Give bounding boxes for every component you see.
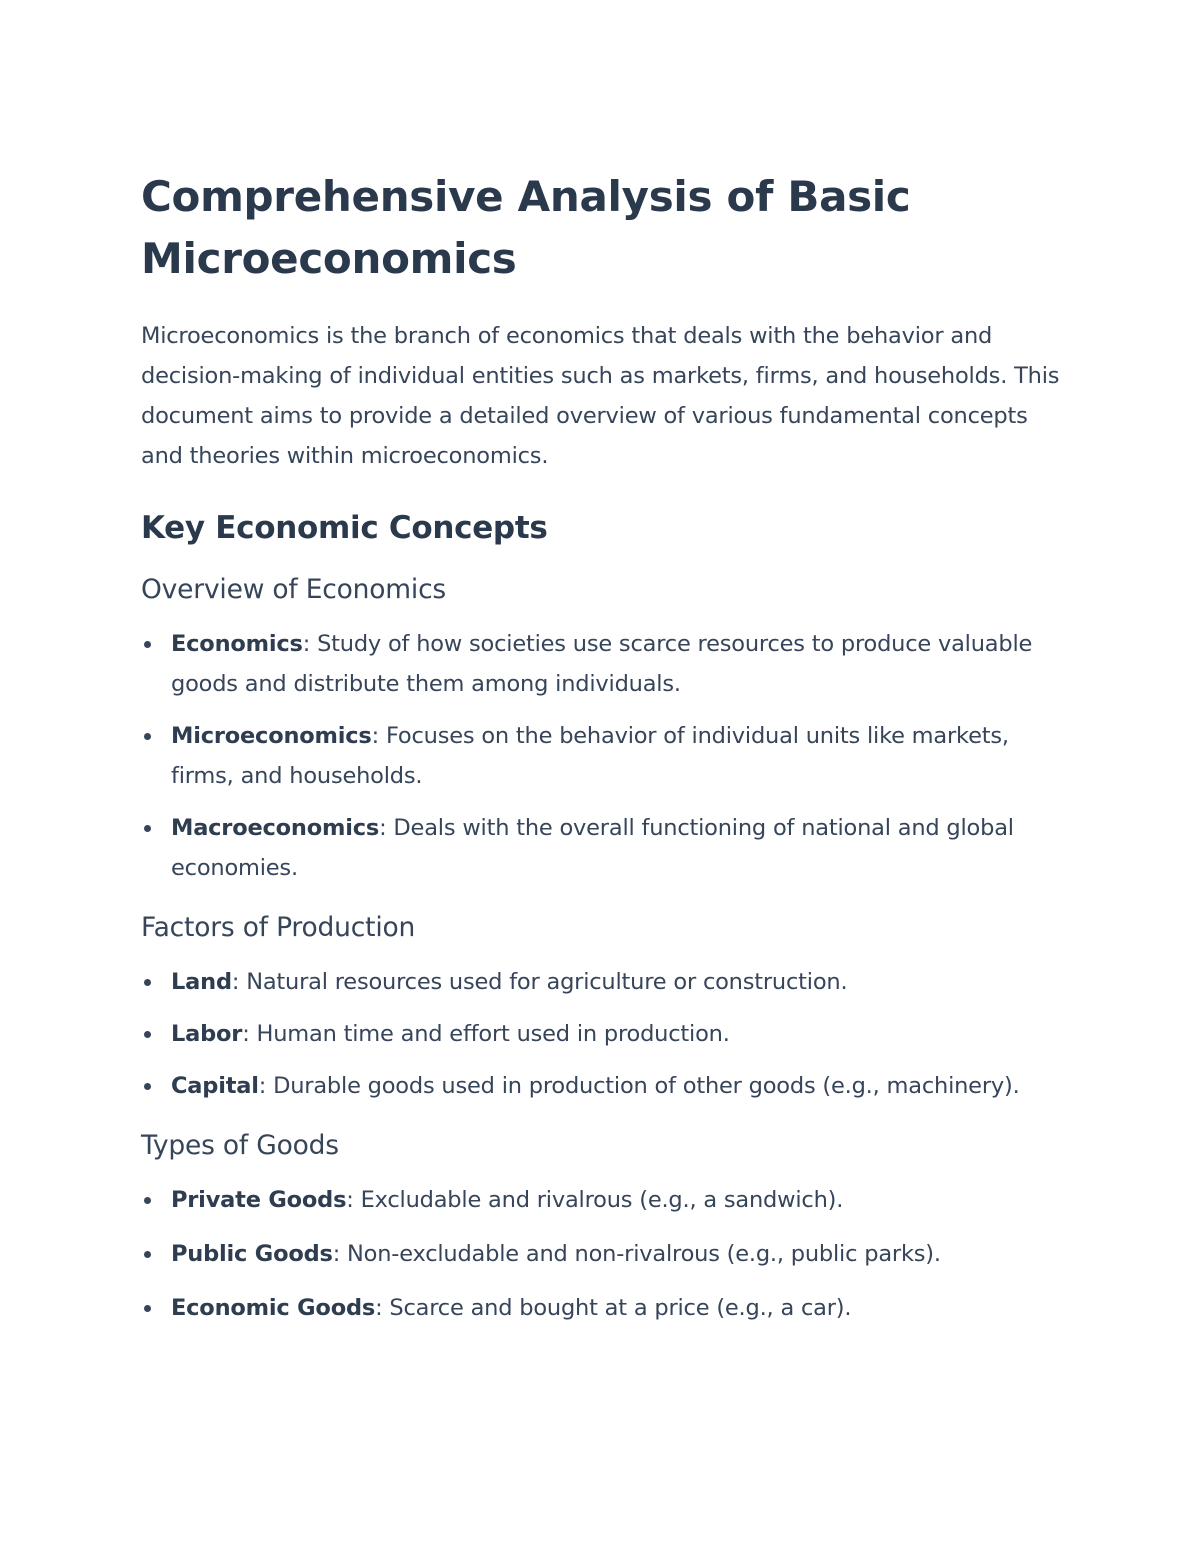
list-item xyxy=(141,716,1061,796)
bullet-icon xyxy=(144,1083,151,1090)
list-item xyxy=(141,1288,1061,1328)
list-item-term: Private Goods xyxy=(171,1187,347,1213)
bullet-icon xyxy=(144,1197,151,1204)
goods-list xyxy=(141,1180,1061,1328)
list-item-term: Labor xyxy=(171,1021,243,1047)
list-item-text: Focuses on the behavior of individual units like markets, firms, and households. xyxy=(171,723,1009,789)
overview-list xyxy=(141,624,1061,888)
list-item-separator: : xyxy=(302,631,311,657)
list-item-text: Natural resources used for agriculture or construction. xyxy=(239,969,848,995)
bullet-icon xyxy=(144,1251,151,1258)
list-item-separator: : xyxy=(231,969,240,995)
bullet-icon xyxy=(144,641,151,648)
subsection-heading-factors-of-production: Factors of Production xyxy=(141,912,416,943)
list-item-text: Scarce and bought at a price (e.g., a car). xyxy=(382,1295,852,1321)
list-item-text: Human time and effort used in production. xyxy=(249,1021,730,1047)
list-item-separator: : xyxy=(379,815,387,841)
bullet-icon xyxy=(144,1305,151,1312)
list-item-text: Durable goods used in production of other goods (e.g., machinery). xyxy=(266,1073,1020,1099)
section-heading-key-economic-concepts: Key Economic Concepts xyxy=(141,510,548,546)
list-item-term: Public Goods xyxy=(171,1241,333,1267)
document-page xyxy=(141,166,1061,1342)
list-item-term: Economics xyxy=(171,631,303,657)
document-title: Comprehensive Analysis of Basic Microeconomics xyxy=(141,172,911,283)
bullet-icon xyxy=(144,979,151,986)
list-item xyxy=(141,1180,1061,1220)
list-item-text: Excludable and rivalrous (e.g., a sandwich). xyxy=(353,1187,844,1213)
list-item xyxy=(141,1066,1061,1106)
list-item-text: Deals with the overall functioning of national and global economies. xyxy=(171,815,1014,881)
bullet-icon xyxy=(144,825,151,832)
subsection-heading-types-of-goods: Types of Goods xyxy=(141,1130,339,1161)
bullet-icon xyxy=(144,1031,151,1038)
list-item xyxy=(141,1234,1061,1274)
list-item-separator: : xyxy=(258,1073,267,1099)
intro-paragraph: Microeconomics is the branch of economics that deals with the behavior and decision-making of individual entities such as markets, firms, and households. This document aims to provide a detailed overview of various fundamental concepts and theories within microeconomics. xyxy=(141,323,1060,469)
list-item-term: Land xyxy=(171,969,232,995)
list-item-text: Study of how societies use scarce resources to produce valuable goods and distribute them among individuals. xyxy=(171,631,1033,697)
list-item xyxy=(141,1014,1061,1054)
list-item-text: Non-excludable and non-rivalrous (e.g., public parks). xyxy=(340,1241,941,1267)
list-item-term: Capital xyxy=(171,1073,259,1099)
list-item-term: Macroeconomics xyxy=(171,815,380,841)
factors-list xyxy=(141,962,1061,1106)
subsection-heading-overview: Overview of Economics xyxy=(141,574,447,605)
list-item-separator: : xyxy=(332,1241,341,1267)
list-item xyxy=(141,624,1061,704)
list-item xyxy=(141,808,1061,888)
bullet-icon xyxy=(144,733,151,740)
list-item-separator: : xyxy=(242,1021,250,1047)
list-item-term: Microeconomics xyxy=(171,723,372,749)
list-item-separator: : xyxy=(371,723,380,749)
list-item-term: Economic Goods xyxy=(171,1295,376,1321)
list-item-separator: : xyxy=(346,1187,354,1213)
list-item xyxy=(141,962,1061,1002)
list-item-separator: : xyxy=(375,1295,383,1321)
